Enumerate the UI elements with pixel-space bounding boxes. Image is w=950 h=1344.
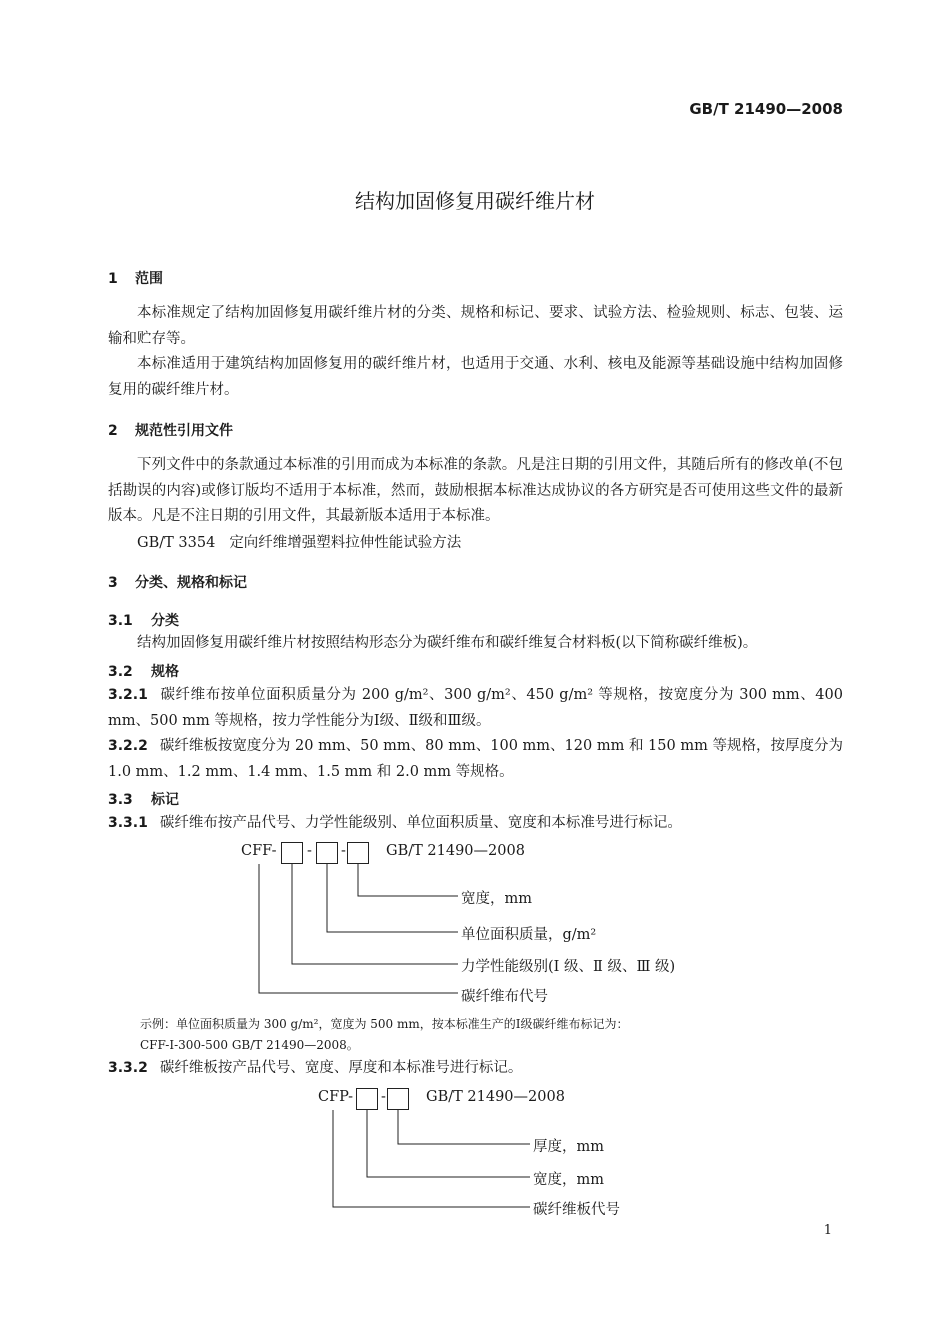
example-note: 示例：单位面积质量为 300 g/m²，宽度为 500 mm，按本标准生产的Ⅰ级碳纤维布标记为： bbox=[140, 1017, 629, 1031]
section-3-number: 3 bbox=[108, 575, 118, 591]
section-1-title: 范围 bbox=[135, 271, 163, 287]
document-title: 结构加固修复用碳纤维片材 bbox=[355, 189, 595, 213]
cff-label-mass: 单位面积质量，g/m² bbox=[461, 927, 597, 943]
section-3-title: 分类、规格和标记 bbox=[135, 575, 247, 591]
cff-prefix: CFF- bbox=[241, 843, 277, 859]
cfp-leader-thickness bbox=[398, 1110, 530, 1144]
example-marking: CFF-Ⅰ-300-500 GB/T 21490—2008。 bbox=[140, 1038, 359, 1052]
cfp-leader-code bbox=[333, 1110, 530, 1207]
standard-code: GB/T 21490—2008 bbox=[689, 100, 843, 118]
clause-3-3-1-text: 碳纤维布按产品代号、力学性能级别、单位面积质量、宽度和本标准号进行标记。 bbox=[159, 815, 682, 831]
clause-3-3-2-text: 碳纤维板按产品代号、宽度、厚度和本标准号进行标记。 bbox=[159, 1060, 523, 1076]
cff-dash-2: - bbox=[341, 843, 346, 859]
clause-3-2-1-number: 3.2.1 bbox=[108, 687, 148, 703]
cff-label-grade: 力学性能级别(Ⅰ 级、Ⅱ 级、Ⅲ 级) bbox=[461, 959, 676, 975]
section-3-3-title: 标记 bbox=[151, 792, 179, 808]
cfp-label-width: 宽度，mm bbox=[533, 1172, 604, 1188]
section-3-2-number: 3.2 bbox=[108, 664, 133, 680]
section-1-paragraph-2: 本标准适用于建筑结构加固修复用的碳纤维片材，也适用于交通、水利、核电及能源等基础设施中结构加固修复用的碳纤维片材。 bbox=[108, 356, 843, 398]
section-2-paragraph: 下列文件中的条款通过本标准的引用而成为本标准的条款。凡是注日期的引用文件，其随后所有的修改单(不包括勘误的内容)或修订版均不适用于本标准，然而，鼓励根据本标准达成协议的各方研究是否可使用这些文件的最新版本。凡是不注日期的引用文件，其最新版本适用于本标准。 bbox=[108, 457, 843, 524]
section-3-1-paragraph: 结构加固修复用碳纤维片材按照结构形态分为碳纤维布和碳纤维复合材料板(以下简称碳纤维板)。 bbox=[137, 635, 758, 651]
clause-3-3-1-number: 3.3.1 bbox=[108, 815, 148, 831]
section-3-3-number: 3.3 bbox=[108, 792, 133, 808]
section-2-number: 2 bbox=[108, 423, 118, 439]
cff-label-width: 宽度，mm bbox=[461, 891, 532, 907]
page-number: 1 bbox=[823, 1223, 832, 1238]
section-3-2-title: 规格 bbox=[151, 664, 179, 680]
section-3-1-title: 分类 bbox=[151, 613, 179, 629]
cff-label-code: 碳纤维布代号 bbox=[461, 989, 548, 1005]
clause-3-2-2-text: 碳纤维板按宽度分为 20 mm、50 mm、80 mm、100 mm、120 mm 和 150 mm 等规格，按厚度分为 1.0 mm、1.2 mm、1.4 mm、1.5 mm 和 2.0 mm 等规格。 bbox=[108, 738, 843, 780]
reference-code: GB/T 3354 bbox=[137, 535, 216, 551]
cfp-prefix: CFP- bbox=[318, 1089, 354, 1105]
section-1-number: 1 bbox=[108, 271, 118, 287]
section-2-title: 规范性引用文件 bbox=[135, 423, 233, 439]
clause-3-2-2-number: 3.2.2 bbox=[108, 738, 148, 754]
cfp-dash: - bbox=[381, 1089, 386, 1105]
clause-3-3-2-number: 3.3.2 bbox=[108, 1060, 148, 1076]
clause-3-2-1-text: 碳纤维布按单位面积质量分为 200 g/m²、300 g/m²、450 g/m² 等规格，按宽度分为 300 mm、400 mm、500 mm 等规格，按力学性能分为Ⅰ级、Ⅱ级和Ⅲ级。 bbox=[108, 687, 843, 729]
cfp-label-code: 碳纤维板代号 bbox=[533, 1202, 620, 1218]
cfp-label-thickness: 厚度，mm bbox=[533, 1139, 604, 1155]
section-1-paragraph-1: 本标准规定了结构加固修复用碳纤维片材的分类、规格和标记、要求、试验方法、检验规则、标志、包装、运输和贮存等。 bbox=[108, 305, 843, 347]
reference-title: 定向纤维增强塑料拉伸性能试验方法 bbox=[229, 535, 462, 551]
cfp-standard: GB/T 21490—2008 bbox=[426, 1089, 565, 1105]
section-3-1-number: 3.1 bbox=[108, 613, 133, 629]
cff-dash-1: - bbox=[307, 843, 312, 859]
cff-standard: GB/T 21490—2008 bbox=[386, 843, 525, 859]
